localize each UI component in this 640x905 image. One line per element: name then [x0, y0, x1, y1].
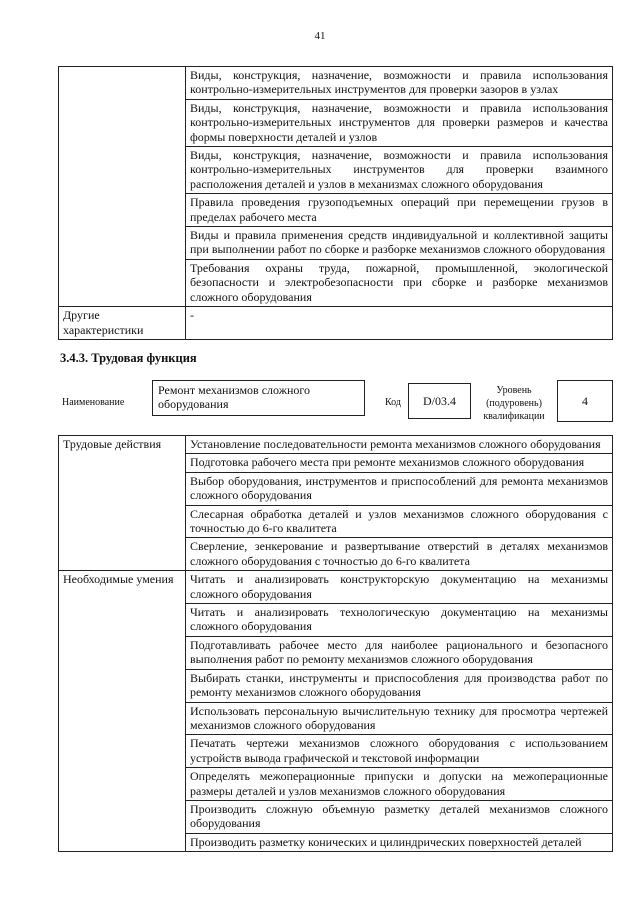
qualification-level-label: Уровень (подуровень) квалификации — [483, 385, 545, 422]
knowledge-item: Требования охраны труда, пожарной, промышленной, экологической безопасности и электробезопасности при сборке и разборке механизмов сложного оборудования — [186, 259, 613, 306]
skill-item: Выбирать станки, инструменты и приспособления для производства работ по ремонту механизмов сложного оборудования — [186, 669, 613, 702]
code-box: D/03.4 — [408, 383, 471, 419]
labor-action-item: Подготовка рабочего места при ремонте механизмов сложного оборудования — [186, 454, 613, 472]
skill-item: Производить сложную объемную разметку деталей механизмов сложного оборудования — [186, 800, 613, 833]
function-name-box: Ремонт механизмов сложного оборудования — [152, 380, 365, 416]
skill-item: Производить разметку конических и цилиндрических поверхностей деталей — [186, 833, 613, 851]
skill-item: Читать и анализировать конструкторскую документацию на механизмы сложного оборудования — [186, 571, 613, 604]
code-label: Код — [385, 397, 401, 408]
section-title: 3.4.3. Трудовая функция — [60, 351, 197, 365]
other-characteristics-value: - — [186, 307, 613, 340]
knowledge-item: Правила проведения грузоподъемных операций при перемещении грузов в пределах рабочего места — [186, 194, 613, 227]
skill-item: Печатать чертежи механизмов сложного оборудования с использованием устройств вывода графической и текстовой информации — [186, 735, 613, 768]
table-row — [59, 571, 613, 604]
skill-item: Определять межоперационные припуски и допуски на межоперационные размеры деталей и узлов механизмов сложного оборудования — [186, 768, 613, 801]
empty-label-cell — [59, 67, 186, 307]
labor-action-item: Выбор оборудования, инструментов и приспособлений для ремонта механизмов сложного оборудования — [186, 472, 613, 505]
name-label: Наименование — [62, 397, 125, 408]
labor-action-item: Установление последовательности ремонта механизмов сложного оборудования — [186, 436, 613, 454]
labor-actions-label: Трудовые действия — [59, 436, 186, 571]
knowledge-item: Виды, конструкция, назначение, возможности и правила использования контрольно-измерительных инструментов для проверки взаимного расположения деталей и узлов в механизмах сложного оборудования — [186, 147, 613, 194]
table-row — [59, 307, 613, 340]
knowledge-item: Виды и правила применения средств индивидуальной и коллективной защиты при выполнении работ по сборке и разборке механизмов сложного оборудования — [186, 227, 613, 260]
required-skills-label: Необходимые умения — [59, 571, 186, 852]
knowledge-item: Виды, конструкция, назначение, возможности и правила использования контрольно-измерительных инструментов для проверки размеров и качества формы поверхности деталей и узлов — [186, 99, 613, 146]
labor-function-table — [58, 435, 613, 852]
table-row — [59, 436, 613, 454]
labor-action-item: Слесарная обработка деталей и узлов механизмов сложного оборудования с точностью до 6-го квалитета — [186, 505, 613, 538]
labor-action-item: Сверление, зенкерование и развертывание отверстий в деталях механизмов сложного оборудования с точностью до 6-го квалитета — [186, 538, 613, 571]
skill-item: Подготавливать рабочее место для наиболее рационального и безопасного выполнения работ по ремонту механизмов сложного оборудования — [186, 636, 613, 669]
skill-item: Читать и анализировать технологическую документацию на механизмы сложного оборудования — [186, 604, 613, 637]
page-number: 41 — [314, 30, 326, 42]
other-characteristics-label: Другие характеристики — [59, 307, 186, 340]
skill-item: Использовать персональную вычислительную технику для просмотра чертежей механизмов сложного оборудования — [186, 702, 613, 735]
qualification-level-box: 4 — [557, 380, 613, 422]
knowledge-item: Виды, конструкция, назначение, возможности и правила использования контрольно-измерительных инструментов для проверки зазоров в узлах — [186, 67, 613, 100]
table-row — [59, 67, 613, 100]
knowledge-table — [58, 66, 613, 340]
